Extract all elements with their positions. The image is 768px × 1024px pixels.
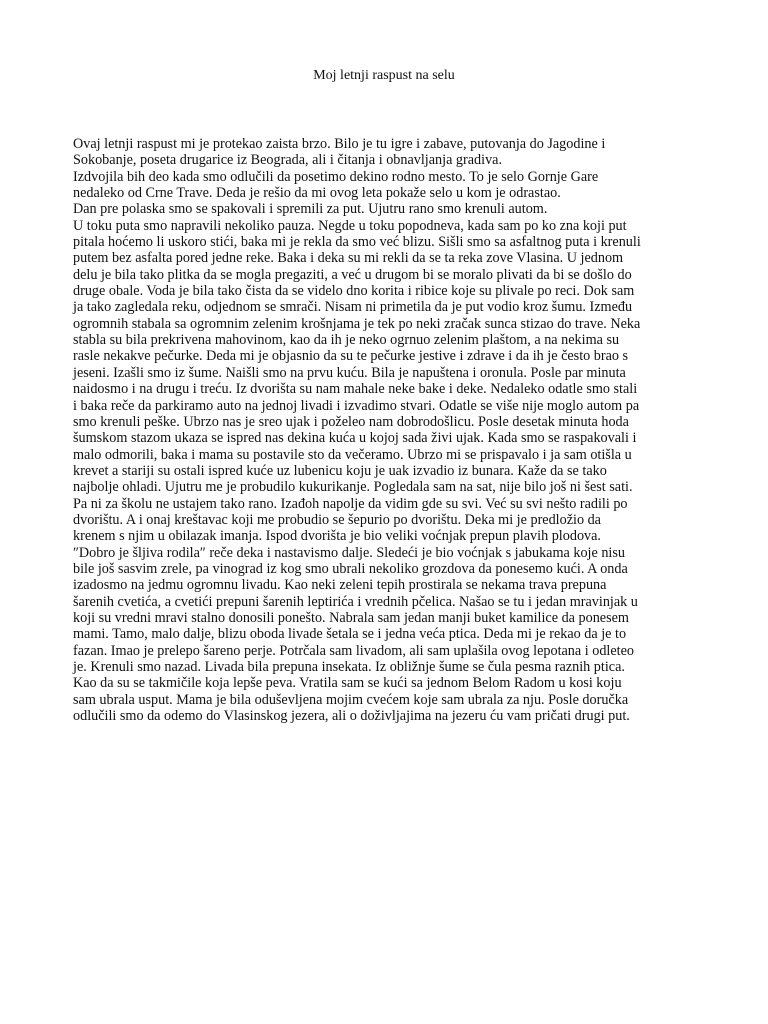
text-line: sam ubrala usput. Mama je bila oduševljena mojim cvećem koje sam ubrala za nju. Posle doručka [73, 691, 629, 708]
text-line: stabla su bila prekrivena mahovinom, kao da ih je neko ogrnuo zelenim plaštom, a na nekima su [73, 332, 620, 349]
text-line: Sokobanje, poseta drugarice iz Beograda, ali i čitanja i obnavljanja gradiva. [73, 152, 503, 169]
text-line: druge obale. Voda je bila tako čista da se videlo dno korita i ribice koje su plivale po reci. Dok sam [73, 283, 635, 300]
text-line: bile još sasvim zrele, pa vinograd iz kog smo ubrali nekoliko grozdova da ponesemo kući. A onda [73, 560, 628, 577]
text-line: smo krenuli peške. Ubrzo nas je sreo ujak i poželeo nam dobrodošlicu. Posle desetak minuta hoda [73, 413, 629, 430]
text-line: izadosmo na jedmu ogromnu livadu. Kao neki zeleni tepih prostirala se nekama trava prepuna [73, 577, 607, 594]
text-line: koji su vredni mravi stalno donosili ponešto. Nabrala sam jedan manji buket kamilice da ponesem [73, 609, 629, 626]
text-line: Ovaj letnji raspust mi je protekao zaista brzo. Bilo je tu igre i zabave, putovanja do Jagodine i [73, 136, 606, 152]
text-line: krevet a stariji su ostali ispred kuće uz lubenicu koju je uak izvadio iz bunara. Kaže da se tako [73, 462, 607, 479]
text-line: nedaleko od Crne Trave. Deda je rešio da mi ovog leta pokaže selo u kom je odrastao. [73, 185, 561, 202]
text-line: Dan pre polaska smo se spakovali i spremili za put. Ujutru rano smo krenuli autom. [73, 201, 548, 218]
text-line: ″Dobro je šljiva rodila″ reče deka i nastavismo dalje. Sledeći je bio voćnjak s jabukama koje nisu [73, 544, 625, 561]
document-title: Moj letnji raspust na selu [313, 68, 455, 83]
text-line: je. Krenuli smo nazad. Livada bila prepuna insekata. Iz obližnje šume se čula pesma raznih ptica. [73, 659, 625, 675]
text-line: ja tako zagledala reku, odjednom se smrači. Nisam ni primetila da je put vodio kroz šumu. Između [73, 299, 633, 316]
text-line: rasle nekakve pečurke. Deda mi je objasnio da su te pečurke jestive i zdrave i da ih je često brao s [73, 348, 629, 365]
text-line: naidosmo i na drugu i treću. Iz dvorišta su nam mahale neke bake i deke. Nedaleko odatle smo stali [73, 381, 638, 398]
text-line: fazan. Imao je prelepo šareno perje. Potrčala sam livadom, ali sam uplašila ovog lepotana i odleteo [73, 642, 634, 659]
text-line: dvorištu. A i onaj kreštavac koji me probudio se šepurio po dvorištu. Deka mi je predložio da [73, 511, 601, 528]
text-line: Izdvojila bih deo kada smo odlučili da posetimo dekino rodno mesto. To je selo Gornje Gare [73, 168, 599, 185]
text-line: najbolje ohladi. Ujutru me je probudilo kukurikanje. Pogledala sam na sat, nije bilo još ni šest sati. [73, 479, 633, 496]
text-line: ogromnih stabala sa ogromnim zelenim krošnjama je tek po neki zračak sunca stizao do trave. Neka [73, 315, 641, 332]
text-line: U toku puta smo napravili nekoliko pauza. Negde u toku popodneva, kada sam po ko zna koji put [73, 217, 627, 234]
text-line: krenem s njim u obilazak imanja. Ispod dvorišta je bio veliki voćnjak prepun plavih plodova. [73, 528, 601, 545]
text-line: delu je bila tako plitka da se mogla pregaziti, a već u drugom bi se moralo plivati da bi se došlo do [73, 266, 632, 283]
text-line: Kao da su se takmičile koja lepše peva. Vratila sam se kući sa jednom Belom Radom u kosi koju [73, 675, 622, 692]
text-line: jeseni. Izašli smo iz šume. Naišli smo na prvu kuću. Bila je napuštena i oronula. Posle par minuta [73, 364, 626, 381]
text-line: pitala hoćemo li uskoro stići, baka mi je rekla da smo već blizu. Sišli smo sa asfaltnog puta i krenuli [73, 234, 641, 251]
text-line: malo odmorili, baka i mama su postavile sto da večeramo. Ubrzo mi se prispavalo i ja sam otišla u [73, 446, 632, 463]
document-body [73, 136, 713, 724]
text-line: i baka reče da parkiramo auto na jednoj livadi i izvadimo stvari. Odatle se više nije moglo autom pa [73, 397, 640, 414]
text-line: odlučili smo da odemo do Vlasinskog jezera, ali o doživljajima na jezeru ću vam pričati drugi put. [73, 708, 630, 725]
text-line: šarenih cvetića, a cvetići prepuni šarenih leptirića i vrednih pčelica. Našao se tu i jedan mravinjak u [73, 593, 638, 610]
text-line: mami. Tamo, malo dalje, blizu oboda livade šetala se i jedna veća ptica. Deda mi je rekao da je to [73, 626, 627, 643]
text-line: šumskom stazom ukaza se ispred nas dekina kuća u kojoj sada živi ujak. Kada smo se raspakovali i [73, 430, 637, 447]
text-line: putem bez asfalta pored jedne reke. Baka i deka su mi rekli da se ta reka zove Vlasina. U jednom [73, 250, 624, 267]
text-line: Pa ni za školu ne ustajem tako rano. Izađoh napolje da vidim gde su svi. Već su svi nešto radili po [73, 495, 628, 512]
